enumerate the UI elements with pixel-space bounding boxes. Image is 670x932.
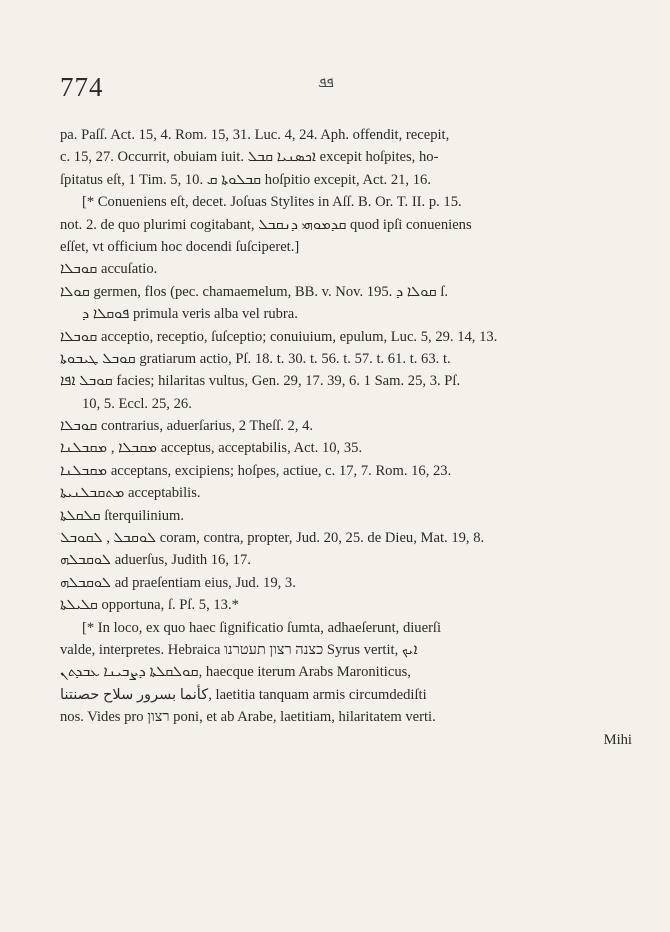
entry-line: ܦܘܩܠܐ ܕ primula veris alba vel rubra. <box>82 306 298 323</box>
text-line: c. 15, 27. Occurrit, obuiam iuit. ܐܟܣܢܝܐ ܩܒܠ excepit hoſpites, ho- <box>60 149 439 166</box>
text-line: [* Conueniens eſt, decet. Joſuas Stylites in Aſſ. B. Or. T. II. p. 15. <box>82 194 462 211</box>
catchword: Mihi <box>603 731 632 748</box>
note-line: nos. Vides pro רצון poni, et ab Arabe, laetitiam, hilaritatem verti. <box>60 709 436 726</box>
page-body <box>60 124 660 751</box>
entry-line: ܡܩܒܠܢܐ acceptans, excipiens; hoſpes, actiue, c. 17, 7. Rom. 16, 23. <box>60 462 452 479</box>
entry-line: ܩܠܝܠܬܐ opportuna, ſ. Pſ. 5, 13.* <box>60 597 239 614</box>
text-line: pa. Paſſ. Act. 15, 4. Rom. 15, 31. Luc. 4, 24. Aph. offendit, recepit, <box>60 127 450 143</box>
running-head: ܦܦ <box>318 75 334 91</box>
note-line: ܩܘܠܩܠܬܐ ܕܨܒܝܢܐ ܥܒܕܬܢ, haecque iterum Arabs Maroniticus, <box>60 664 411 681</box>
entry-line: 10, 5. Eccl. 25, 26. <box>82 395 192 412</box>
note-line: كأنما بسرور سلاح حصنتنا, laetitia tanquam armis circumdediſti <box>60 686 427 703</box>
entry-line: ܩܘܒܠ ܛܝܒܘܬܐ gratiarum actio, Pſ. 18. t. 30. t. 56. t. 57. t. 61. t. 63. t. <box>60 350 451 367</box>
entry-line: ܠܘܩܒܠܗ ad praeſentiam eius, Jud. 19, 3. <box>60 574 296 591</box>
note-line: [* In loco, ex quo haec ſignificatio ſumta, adhaeſerunt, diuerſi <box>82 619 442 636</box>
entry-line: ܠܘܩܒܠ , ܠܩܘܒܠ coram, contra, propter, Jud. 20, 25. de Dieu, Mat. 19, 8. <box>60 530 485 547</box>
text-line: not. 2. de quo plurimi cogitabant, ܩܕܡܘܗܝ ܕܢܩܒܠ quod ipſi conueniens <box>60 216 472 233</box>
entry-line: ܡܬܩܒܠܢܝܬܐ acceptabilis. <box>60 485 201 502</box>
entry-line: ܩܘܒܠܐ accuſatio. <box>60 261 158 278</box>
entry-line: ܡܩܒܠܐ , ܡܩܒܠܢܐ acceptus, acceptabilis, Act. 10, 35. <box>60 440 363 457</box>
entry-line: ܩܘܠܐ germen, flos (pec. chamaemelum, BB. v. Nov. 195. ܩܘܠܐ ܕ ſ. <box>60 283 449 300</box>
note-line: valde, interpretes. Hebraica כצנה רצון תעטרנו Syrus vertit, ܐܝܟ <box>60 641 418 658</box>
entry-line: ܩܘܒܠܐ contrarius, aduerſarius, 2 Theſſ. 2, 4. <box>60 418 314 435</box>
entry-line: ܩܘܒܠ ܐܦܐ facies; hilaritas vultus, Gen. 29, 17. 39, 6. 1 Sam. 25, 3. Pſ. <box>60 373 461 390</box>
entry-line: ܠܘܩܒܠܗ aduerſus, Judith 16, 17. <box>60 552 251 569</box>
page-number: 774 <box>60 72 104 102</box>
text-line: eſſet, vt officium hoc docendi ſuſciperet.] <box>60 238 300 255</box>
entry-line: ܩܘܒܠܐ acceptio, receptio, ſuſceptio; conuiuium, epulum, Luc. 5, 29. 14, 13. <box>60 328 498 345</box>
text-line: ſpitatus eſt, 1 Tim. 5, 10. ܩܒܠܘܬܐ ܩ hoſpitio excepit, Act. 21, 16. <box>60 171 431 188</box>
entry-line: ܩܠܩܠܬܐ ſterquilinium. <box>60 507 185 524</box>
